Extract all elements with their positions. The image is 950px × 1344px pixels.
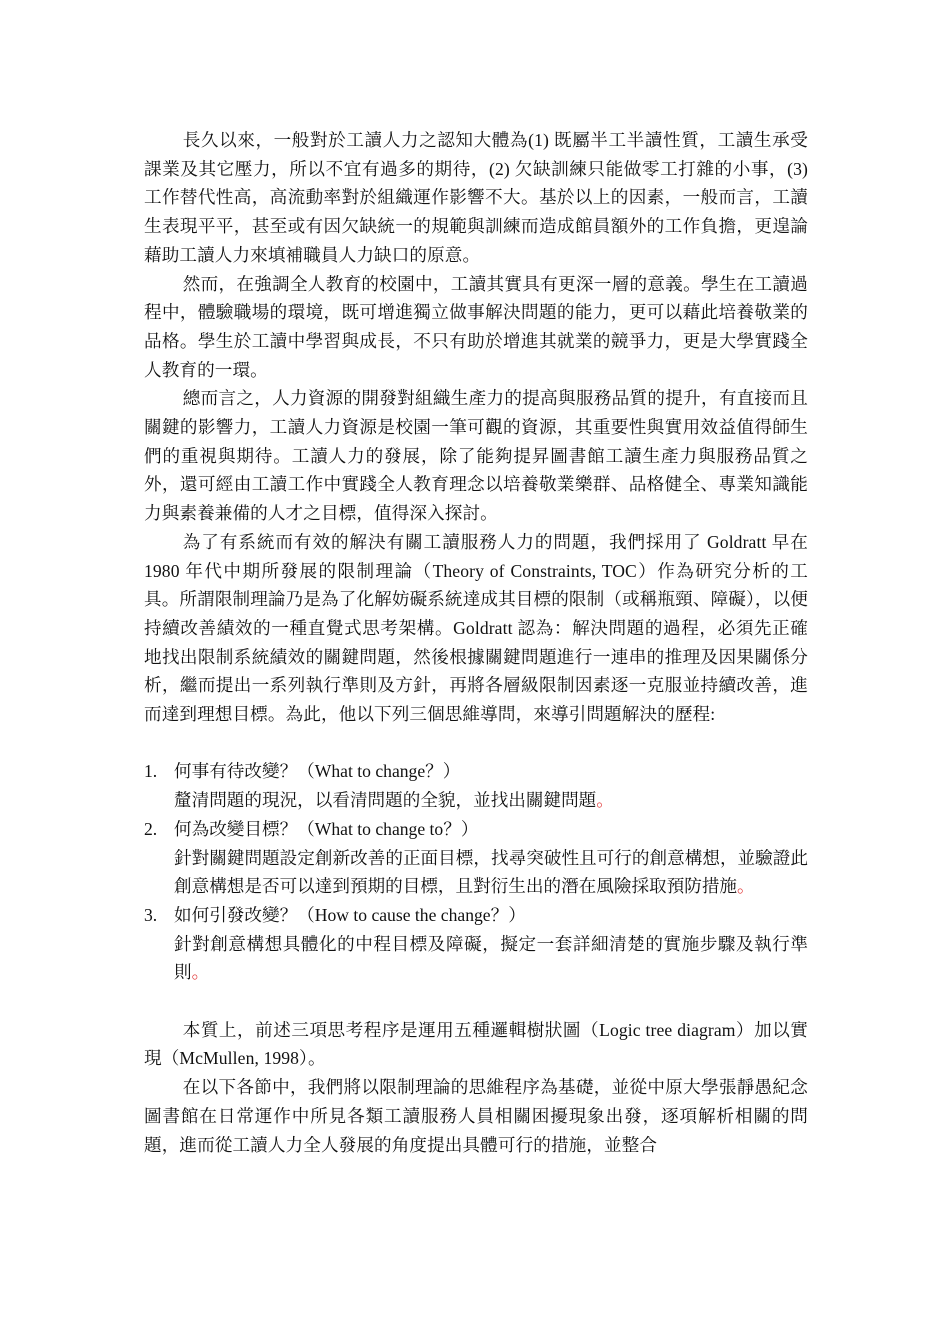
document-body [144,126,808,1159]
red-period-mark: 。 [596,790,614,811]
list-item-question: 何為改變目標？（What to change to？） [174,818,479,839]
list-item [144,757,808,814]
paragraph-logic-tree: 本質上，前述三項思考程序是運用五種邏輯樹狀圖（Logic tree diagram）加以實現（McMullen, 1998）。 [144,1019,808,1069]
list-number: 1. [144,761,158,782]
list-item-description-text: 釐清問題的現況，以看清問題的全貌，並找出關鍵問題 [174,790,597,811]
list-number: 2. [144,818,158,839]
paragraph-intro: 長久以來，一般對於工讀人力之認知大體為(1) 既屬半工半讀性質，工讀生承受課業及其它壓力，所以不宜有過多的期待，(2) 欠缺訓練只能做零工打雜的小事，(3) 工作替代性高，高流動率對於組織運作影響不大。基於以上的因素，一般而言，工讀生表現平平，甚至或有因欠缺統一的規範與訓練而造成館員額外的工作負擔，更遑論藉助工讀人力來填補職員人力缺口的原意。 [144,130,808,265]
spacer [144,987,808,1016]
list-item-description [174,844,808,901]
red-period-mark: 。 [737,876,755,897]
list-item-description [174,930,808,987]
list-number: 3. [144,904,158,925]
paragraph-following-sections: 在以下各節中，我們將以限制理論的思維程序為基礎，並從中原大學張靜愚紀念圖書館在日常運作中所見各類工讀服務人員相關困擾現象出發，逐項解析相關的問題，進而從工讀人力全人發展的角度提出具體可行的措施，並整合 [144,1077,808,1155]
paragraph-toc-method: 為了有系統而有效的解決有關工讀服務人力的問題，我們採用了 Goldratt 早在 1980 年代中期所發展的限制理論（Theory of Constraints, TOC）作為研究分析的工具。所謂限制理論乃是為了化解妨礙系統達成其目標的限制（或稱瓶頸、障礙），以便持續改善績效的一種直覺式思考架構。Goldratt 認為：解決問題的過程，必須先正確地找出限制系統績效的關鍵問題，然後根據關鍵問題進行一連串的推理及因果關係分析，繼而提出一系列執行準則及方針，再將各層級限制因素逐一克服並持續改善，進而達到理想目標。為此，他以下列三個思維導問，來導引問題解決的歷程: [144,531,808,725]
thinking-questions-list [144,757,808,987]
paragraph-summary: 總而言之，人力資源的開發對組織生產力的提高與服務品質的提升，有直接而且關鍵的影響力，工讀人力資源是校園一筆可觀的資源，其重要性與實用效益值得師生們的重視與期待。工讀人力的發展，除了能夠提昇圖書館工讀生產力與服務品質之外，還可經由工讀工作中實踐全人教育理念以培養敬業樂群、品格健全、專業知識能力與素養兼備的人才之目標，值得深入探討。 [144,388,808,524]
list-item-description-text: 針對關鍵問題設定創新改善的正面目標，找尋突破性且可行的創意構想，並驗證此創意構想是否可以達到預期的目標，且對衍生出的潛在風險採取預防措施 [174,847,808,897]
list-item-description [174,786,808,815]
paragraph-holistic-education: 然而，在強調全人教育的校園中，工讀其實具有更深一層的意義。學生在工讀過程中，體驗職場的環境，既可增進獨立做事解決問題的能力，更可以藉此培養敬業的品格。學生於工讀中學習與成長，不只有助於增進其就業的競爭力，更是大學實踐全人教育的一環。 [144,273,808,380]
red-period-mark: 。 [191,962,210,983]
list-item-description-text: 針對創意構想具體化的中程目標及障礙，擬定一套詳細清楚的實施步驟及執行準則 [174,933,808,983]
list-item [144,901,808,987]
list-item [144,815,808,901]
list-item-question: 如何引發改變？（How to cause the change？） [174,904,526,925]
spacer [144,729,808,758]
list-item-question: 何事有待改變？（What to change？） [174,761,461,782]
